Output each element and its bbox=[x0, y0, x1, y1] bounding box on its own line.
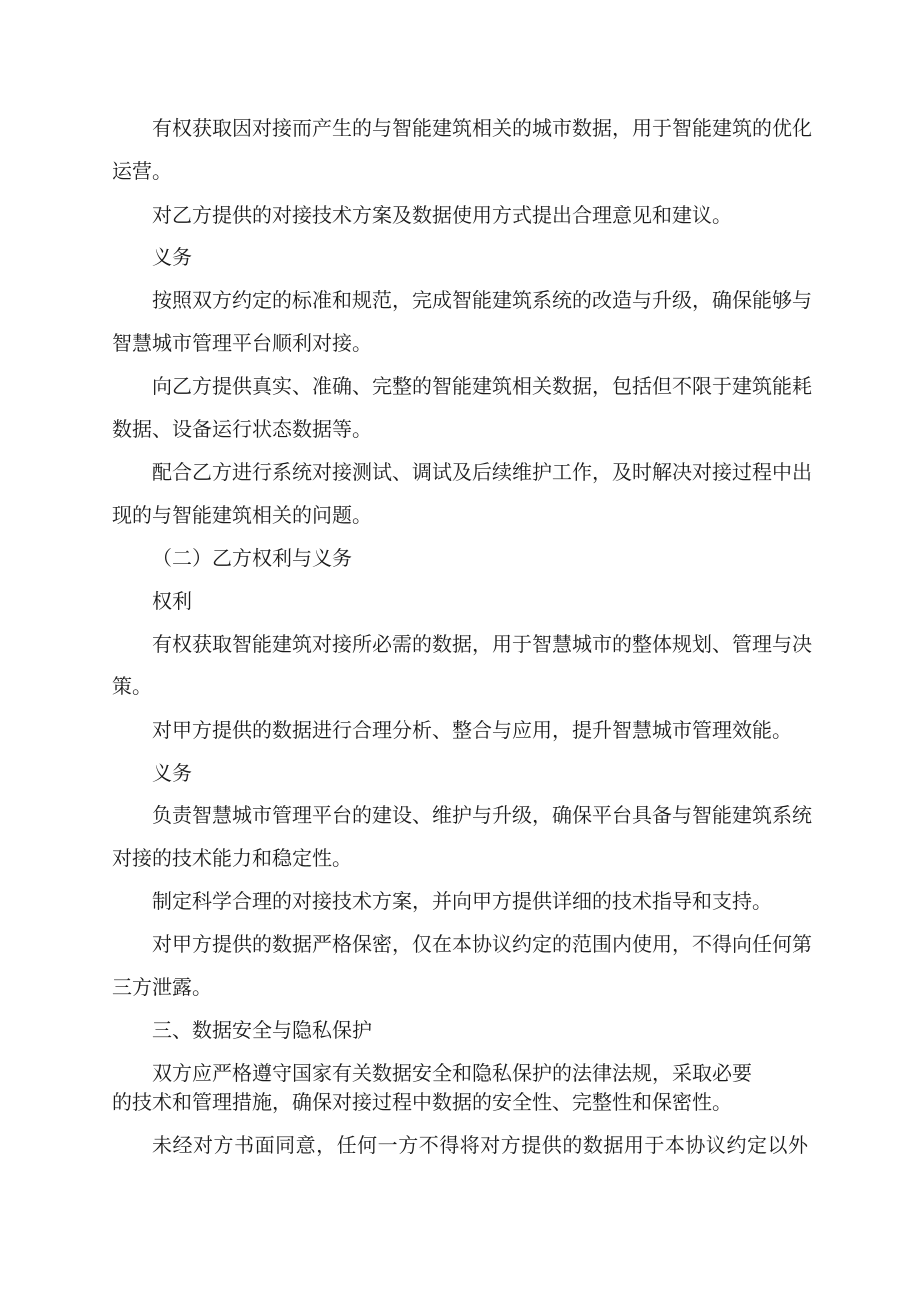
text-line: 的技术和管理措施，确保对接过程中数据的安全性、完整性和保密性。 bbox=[112, 1090, 732, 1114]
section-heading: 三、数据安全与隐私保护 bbox=[152, 1018, 372, 1042]
text-line: 智慧城市管理平台顺利对接。 bbox=[112, 331, 372, 355]
text-line: 义务 bbox=[152, 245, 192, 269]
text-line: 有权获取因对接而产生的与智能建筑相关的城市数据，用于智能建筑的优化 bbox=[152, 116, 812, 140]
text-line: 负责智慧城市管理平台的建设、维护与升级，确保平台具备与智能建筑系统 bbox=[152, 803, 812, 827]
text-line: 现的与智能建筑相关的问题。 bbox=[112, 503, 372, 527]
text-line: 配合乙方进行系统对接测试、调试及后续维护工作，及时解决对接过程中出 bbox=[152, 460, 812, 484]
text-line: 数据、设备运行状态数据等。 bbox=[112, 417, 372, 441]
section-heading: （二）乙方权利与义务 bbox=[152, 546, 352, 570]
text-line: 对甲方提供的数据严格保密，仅在本协议约定的范围内使用，不得向任何第 bbox=[152, 932, 812, 956]
text-line: 权利 bbox=[152, 589, 192, 613]
text-line: 未经对方书面同意，任何一方不得将对方提供的数据用于本协议约定以外 bbox=[152, 1133, 808, 1157]
text-line: 对甲方提供的数据进行合理分析、整合与应用，提升智慧城市管理效能。 bbox=[152, 718, 792, 742]
text-line: 运营。 bbox=[112, 159, 172, 183]
text-line: 双方应严格遵守国家有关数据安全和隐私保护的法律法规，采取必要 bbox=[152, 1061, 752, 1085]
text-line: 三方泄露。 bbox=[112, 975, 212, 999]
text-line: 按照双方约定的标准和规范，完成智能建筑系统的改造与升级，确保能够与 bbox=[152, 288, 812, 312]
text-line: 有权获取智能建筑对接所必需的数据，用于智慧城市的整体规划、管理与决 bbox=[152, 632, 812, 656]
text-line: 义务 bbox=[152, 761, 192, 785]
text-line: 对接的技术能力和稳定性。 bbox=[112, 846, 352, 870]
text-line: 策。 bbox=[112, 674, 152, 698]
text-line: 对乙方提供的对接技术方案及数据使用方式提出合理意见和建议。 bbox=[152, 203, 732, 227]
text-line: 制定科学合理的对接技术方案，并向甲方提供详细的技术指导和支持。 bbox=[152, 889, 772, 913]
text-line: 向乙方提供真实、准确、完整的智能建筑相关数据，包括但不限于建筑能耗 bbox=[152, 374, 812, 398]
